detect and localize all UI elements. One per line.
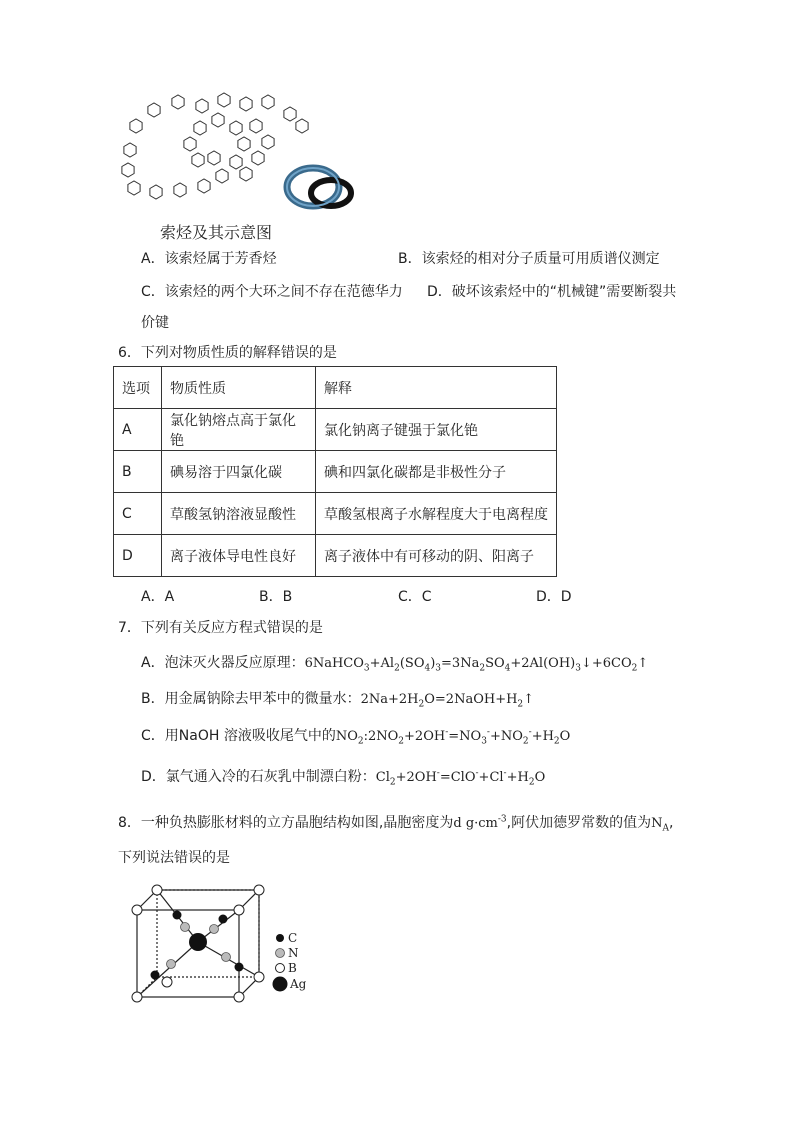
benzene-ring-icon xyxy=(296,119,308,133)
benzene-ring-icon xyxy=(130,119,142,133)
benzene-ring-icon xyxy=(230,121,242,135)
benzene-ring-icon xyxy=(174,183,186,197)
benzene-ring-icon xyxy=(240,167,252,181)
benzene-ring-icon xyxy=(216,169,228,183)
table-row xyxy=(114,493,557,535)
q5-option-c: C．该索烃的两个大环之间不存在范德华力 xyxy=(141,284,403,300)
benzene-ring-icon xyxy=(148,103,160,117)
q8-stem-part2: ,阿伏加德罗常数的值为 xyxy=(506,815,652,831)
q8-stem: 8．一种负热膨胀材料的立方晶胞结构如图,晶胞密度为d $g\cdot cm^{-3}$,阿伏加德罗常数的值为$N_A$, xyxy=(118,814,674,834)
benzene-ring-icon xyxy=(212,113,224,127)
q5-option-d-cont: 价键 xyxy=(141,315,169,331)
legend-label: Ag xyxy=(290,977,307,991)
legend-label: N xyxy=(288,946,299,960)
table-cell: 草酸氢根离子水解程度大于电离程度 xyxy=(316,493,557,535)
benzene-ring-icon xyxy=(150,185,162,199)
figure-caption: 索烃及其示意图 xyxy=(160,223,273,242)
table-cell: B xyxy=(114,451,162,493)
q8-avogadro: $N_A$ xyxy=(651,816,669,834)
q7-equation-d: $Cl_2+2OH^-=ClO^-+Cl^-+H_2O$ xyxy=(375,768,546,788)
table-header: 选项 xyxy=(114,367,162,409)
table-cell: 碘易溶于四氯化碳 xyxy=(162,451,316,493)
q6-answer-c: C．C xyxy=(398,589,432,605)
table-cell: 草酸氢钠溶液显酸性 xyxy=(162,493,316,535)
benzene-ring-icon xyxy=(124,143,136,157)
catenane-figure xyxy=(118,92,358,217)
legend-label: C xyxy=(288,931,298,945)
q5-option-d: D．破坏该索烃中的“机械键”需要断裂共 xyxy=(427,284,677,300)
q6-stem: 6．下列对物质性质的解释错误的是 xyxy=(118,345,337,361)
q7-option-d xyxy=(141,766,545,788)
q7-equation-a: $6NaHCO_3+Al_2(SO_4)_3=3Na_2SO_4+2Al(OH)_3↓+6CO_2↑$ xyxy=(304,656,649,674)
benzene-ring-icon xyxy=(230,155,242,169)
q6-answer-a: A．A xyxy=(141,589,175,605)
benzene-ring-icon xyxy=(250,119,262,133)
table-cell: 碘和四氯化碳都是非极性分子 xyxy=(316,451,557,493)
q6-answer-b: B．B xyxy=(259,589,293,605)
benzene-ring-icon xyxy=(192,153,204,167)
table-cell: C xyxy=(114,493,162,535)
q7-option-c xyxy=(141,725,570,747)
table-cell: 离子液体中有可移动的阴、阳离子 xyxy=(316,535,557,577)
table-cell: D xyxy=(114,535,162,577)
benzene-ring-icon xyxy=(238,137,250,151)
benzene-ring-icon xyxy=(198,179,210,193)
q7-option-a xyxy=(141,652,648,674)
q6-table xyxy=(113,366,557,577)
benzene-ring-icon xyxy=(194,121,206,135)
table-header-row xyxy=(114,367,557,409)
benzene-ring-icon xyxy=(284,107,296,121)
benzene-ring-icon xyxy=(252,151,264,165)
q7-option-a-label: A．泡沫灭火器反应原理： xyxy=(141,655,305,671)
table-cell: A xyxy=(114,409,162,451)
q7-option-b xyxy=(141,688,534,710)
legend-label: B xyxy=(288,961,297,975)
crystal-legend xyxy=(273,931,307,992)
q7-option-d-label: D．氯气通入冷的石灰乳中制漂白粉： xyxy=(141,769,376,785)
benzene-ring-icon xyxy=(218,93,230,107)
table-cell: 氯化钠离子键强于氯化铯 xyxy=(316,409,557,451)
table-header: 物质性质 xyxy=(162,367,316,409)
q8-density-unit: d $g\cdot cm^{-3}$ xyxy=(453,814,507,831)
benzene-ring-icon xyxy=(184,137,196,151)
benzene-ring-icon xyxy=(240,97,252,111)
benzene-ring-icon xyxy=(208,151,220,165)
table-row xyxy=(114,451,557,493)
benzene-ring-icon xyxy=(262,135,274,149)
q5-option-a: A．该索烃属于芳香烃 xyxy=(141,251,277,267)
benzene-ring-icon xyxy=(128,181,140,195)
q7-equation-c: $NO_2:2NO_2+2OH^-=NO_3^-+NO_2^-+H_2O$ xyxy=(335,727,571,747)
crystal-cell-figure xyxy=(125,882,315,1007)
q5-option-b: B．该索烃的相对分子质量可用质谱仪测定 xyxy=(398,251,660,267)
table-row xyxy=(114,535,557,577)
q7-option-b-label: B．用金属钠除去甲苯中的微量水： xyxy=(141,691,361,707)
table-cell: 氯化钠熔点高于氯化铯 xyxy=(162,409,316,451)
q7-equation-b: $2Na+2H_2O=2NaOH+H_2↑$ xyxy=(360,692,535,710)
q7-stem: 7．下列有关反应方程式错误的是 xyxy=(118,620,323,636)
benzene-ring-icon xyxy=(196,99,208,113)
table-row xyxy=(114,409,557,451)
benzene-ring-icon xyxy=(122,163,134,177)
table-header: 解释 xyxy=(316,367,557,409)
q8-stem-line2: 下列说法错误的是 xyxy=(118,850,230,866)
ring-schematic-icon xyxy=(287,168,351,206)
q8-stem-part1: 8．一种负热膨胀材料的立方晶胞结构如图,晶胞密度为 xyxy=(118,815,454,831)
q7-option-c-label: C．用NaOH 溶液吸收尾气中的 xyxy=(141,728,336,744)
benzene-ring-icon xyxy=(262,95,274,109)
table-cell: 离子液体导电性良好 xyxy=(162,535,316,577)
q6-answer-d: D．D xyxy=(536,589,572,605)
benzene-ring-icon xyxy=(172,95,184,109)
